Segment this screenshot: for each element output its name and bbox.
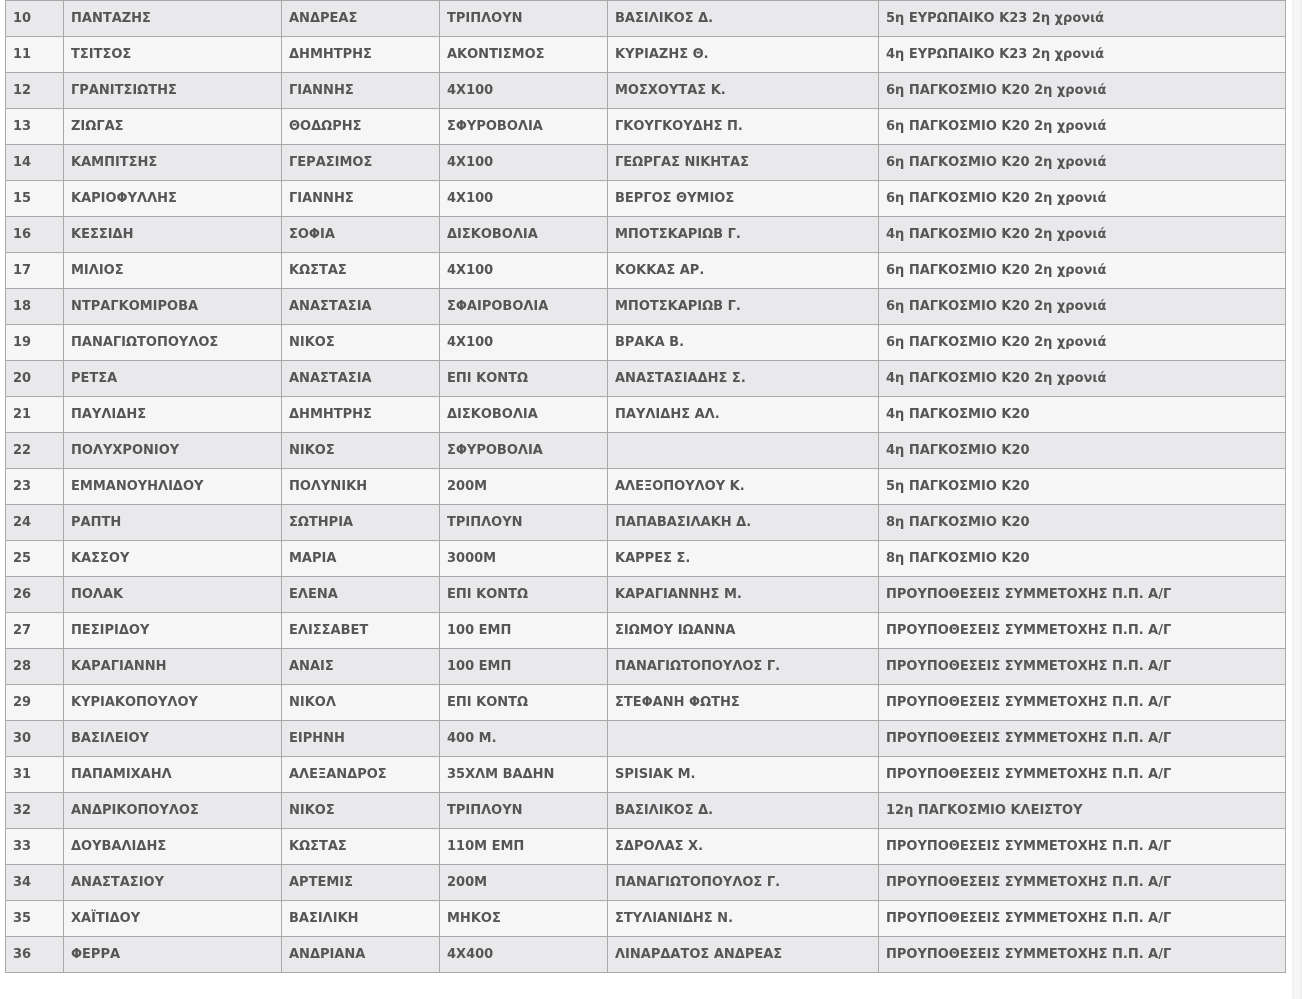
cell-event: 4Χ100 xyxy=(440,253,608,289)
cell-qualification: 8η ΠΑΓΚΟΣΜΙΟ Κ20 xyxy=(879,505,1286,541)
table-row xyxy=(6,613,1286,649)
cell-surname: ΠΑΠΑΜΙΧΑΗΛ xyxy=(64,757,282,793)
cell-event: ΤΡΙΠΛΟΥΝ xyxy=(440,505,608,541)
table-row xyxy=(6,397,1286,433)
cell-first-name: ΑΝΔΡΙΑΝΑ xyxy=(282,937,440,973)
cell-qualification: 6η ΠΑΓΚΟΣΜΙΟ Κ20 2η χρονιά xyxy=(879,109,1286,145)
cell-first-name: ΓΙΑΝΝΗΣ xyxy=(282,181,440,217)
cell-coach: ΒΑΣΙΛΙΚΟΣ Δ. xyxy=(608,1,879,37)
cell-qualification: 6η ΠΑΓΚΟΣΜΙΟ Κ20 2η χρονιά xyxy=(879,325,1286,361)
cell-qualification: ΠΡΟΥΠΟΘΕΣΕΙΣ ΣΥΜΜΕΤΟΧΗΣ Π.Π. Α/Γ xyxy=(879,577,1286,613)
cell-qualification: 5η ΕΥΡΩΠΑΙΚΟ Κ23 2η χρονιά xyxy=(879,1,1286,37)
cell-coach: ΑΛΕΞΟΠΟΥΛΟΥ Κ. xyxy=(608,469,879,505)
cell-qualification: ΠΡΟΥΠΟΘΕΣΕΙΣ ΣΥΜΜΕΤΟΧΗΣ Π.Π. Α/Γ xyxy=(879,757,1286,793)
cell-qualification: ΠΡΟΥΠΟΘΕΣΕΙΣ ΣΥΜΜΕΤΟΧΗΣ Π.Π. Α/Γ xyxy=(879,613,1286,649)
cell-first-name: ΠΟΛΥΝΙΚΗ xyxy=(282,469,440,505)
cell-qualification: 4η ΠΑΓΚΟΣΜΙΟ Κ20 xyxy=(879,397,1286,433)
cell-qualification: 5η ΠΑΓΚΟΣΜΙΟ Κ20 xyxy=(879,469,1286,505)
cell-qualification: 4η ΕΥΡΩΠΑΙΚΟ Κ23 2η χρονιά xyxy=(879,37,1286,73)
table-row xyxy=(6,253,1286,289)
cell-qualification: 4η ΠΑΓΚΟΣΜΙΟ Κ20 2η χρονιά xyxy=(879,361,1286,397)
cell-surname: ΠΟΛΑΚ xyxy=(64,577,282,613)
cell-first-name: ΑΝΑΣΤΑΣΙΑ xyxy=(282,361,440,397)
athletes-table-container xyxy=(5,0,1285,973)
table-row xyxy=(6,433,1286,469)
table-row xyxy=(6,577,1286,613)
cell-surname: ΡΕΤΣΑ xyxy=(64,361,282,397)
cell-event: ΔΙΣΚΟΒΟΛΙΑ xyxy=(440,397,608,433)
cell-surname: ΚΑΡΑΓΙΑΝΝΗ xyxy=(64,649,282,685)
cell-coach: ΜΟΣΧΟΥΤΑΣ Κ. xyxy=(608,73,879,109)
cell-first-name: ΚΩΣΤΑΣ xyxy=(282,829,440,865)
cell-qualification: ΠΡΟΥΠΟΘΕΣΕΙΣ ΣΥΜΜΕΤΟΧΗΣ Π.Π. Α/Γ xyxy=(879,865,1286,901)
cell-surname: ΠΑΝΑΓΙΩΤΟΠΟΥΛΟΣ xyxy=(64,325,282,361)
cell-event: ΤΡΙΠΛΟΥΝ xyxy=(440,793,608,829)
cell-first-name: ΑΝΑΙΣ xyxy=(282,649,440,685)
cell-event: ΣΦΑΙΡΟΒΟΛΙΑ xyxy=(440,289,608,325)
table-row xyxy=(6,865,1286,901)
table-row xyxy=(6,901,1286,937)
cell-first-name: ΚΩΣΤΑΣ xyxy=(282,253,440,289)
cell-coach xyxy=(608,433,879,469)
cell-surname: ΖΙΩΓΑΣ xyxy=(64,109,282,145)
cell-number: 19 xyxy=(6,325,64,361)
cell-coach: ΒΕΡΓΟΣ ΘΥΜΙΟΣ xyxy=(608,181,879,217)
cell-first-name: ΣΩΤΗΡΙΑ xyxy=(282,505,440,541)
cell-first-name: ΕΛΙΣΣΑΒΕΤ xyxy=(282,613,440,649)
cell-number: 26 xyxy=(6,577,64,613)
cell-coach: ΣΔΡΟΛΑΣ Χ. xyxy=(608,829,879,865)
cell-qualification: 6η ΠΑΓΚΟΣΜΙΟ Κ20 2η χρονιά xyxy=(879,145,1286,181)
cell-number: 13 xyxy=(6,109,64,145)
cell-qualification: 8η ΠΑΓΚΟΣΜΙΟ Κ20 xyxy=(879,541,1286,577)
cell-event: 110Μ ΕΜΠ xyxy=(440,829,608,865)
cell-number: 14 xyxy=(6,145,64,181)
cell-coach: ΠΑΝΑΓΙΩΤΟΠΟΥΛΟΣ Γ. xyxy=(608,865,879,901)
cell-coach xyxy=(608,721,879,757)
cell-surname: ΡΑΠΤΗ xyxy=(64,505,282,541)
cell-coach: ΣΤΕΦΑΝΗ ΦΩΤΗΣ xyxy=(608,685,879,721)
vertical-scrollbar[interactable] xyxy=(1292,0,1302,999)
table-row xyxy=(6,361,1286,397)
cell-qualification: ΠΡΟΥΠΟΘΕΣΕΙΣ ΣΥΜΜΕΤΟΧΗΣ Π.Π. Α/Γ xyxy=(879,829,1286,865)
cell-surname: ΔΟΥΒΑΛΙΔΗΣ xyxy=(64,829,282,865)
cell-surname: ΒΑΣΙΛΕΙΟΥ xyxy=(64,721,282,757)
cell-number: 36 xyxy=(6,937,64,973)
cell-event: 4Χ100 xyxy=(440,325,608,361)
cell-number: 35 xyxy=(6,901,64,937)
table-row xyxy=(6,181,1286,217)
table-row xyxy=(6,649,1286,685)
cell-surname: ΑΝΑΣΤΑΣΙΟΥ xyxy=(64,865,282,901)
cell-number: 29 xyxy=(6,685,64,721)
cell-qualification: 6η ΠΑΓΚΟΣΜΙΟ Κ20 2η χρονιά xyxy=(879,73,1286,109)
cell-qualification: 6η ΠΑΓΚΟΣΜΙΟ Κ20 2η χρονιά xyxy=(879,181,1286,217)
cell-qualification: ΠΡΟΥΠΟΘΕΣΕΙΣ ΣΥΜΜΕΤΟΧΗΣ Π.Π. Α/Γ xyxy=(879,649,1286,685)
cell-surname: ΚΑΜΠΙΤΣΗΣ xyxy=(64,145,282,181)
cell-number: 31 xyxy=(6,757,64,793)
cell-number: 33 xyxy=(6,829,64,865)
cell-coach: ΚΑΡΑΓΙΑΝΝΗΣ Μ. xyxy=(608,577,879,613)
cell-number: 18 xyxy=(6,289,64,325)
cell-event: ΔΙΣΚΟΒΟΛΙΑ xyxy=(440,217,608,253)
cell-surname: ΕΜΜΑΝΟΥΗΛΙΔΟΥ xyxy=(64,469,282,505)
cell-event: 4Χ100 xyxy=(440,181,608,217)
cell-first-name: ΕΛΕΝΑ xyxy=(282,577,440,613)
cell-event: 200Μ xyxy=(440,469,608,505)
cell-surname: ΧΑΪΤΙΔΟΥ xyxy=(64,901,282,937)
cell-number: 16 xyxy=(6,217,64,253)
cell-coach: ΠΑΥΛΙΔΗΣ ΑΛ. xyxy=(608,397,879,433)
cell-qualification: ΠΡΟΥΠΟΘΕΣΕΙΣ ΣΥΜΜΕΤΟΧΗΣ Π.Π. Α/Γ xyxy=(879,685,1286,721)
cell-event: 100 ΕΜΠ xyxy=(440,649,608,685)
cell-first-name: ΝΙΚΟΣ xyxy=(282,793,440,829)
cell-event: ΣΦΥΡΟΒΟΛΙΑ xyxy=(440,109,608,145)
table-row xyxy=(6,109,1286,145)
cell-surname: ΑΝΔΡΙΚΟΠΟΥΛΟΣ xyxy=(64,793,282,829)
cell-coach: ΓΕΩΡΓΑΣ ΝΙΚΗΤΑΣ xyxy=(608,145,879,181)
table-row xyxy=(6,793,1286,829)
cell-coach: ΜΠΟΤΣΚΑΡΙΩΒ Γ. xyxy=(608,217,879,253)
cell-qualification: 6η ΠΑΓΚΟΣΜΙΟ Κ20 2η χρονιά xyxy=(879,289,1286,325)
cell-coach: ΚΑΡΡΕΣ Σ. xyxy=(608,541,879,577)
cell-surname: ΜΙΛΙΟΣ xyxy=(64,253,282,289)
cell-number: 12 xyxy=(6,73,64,109)
cell-number: 28 xyxy=(6,649,64,685)
cell-coach: ΣΙΩΜΟΥ ΙΩΑΝΝΑ xyxy=(608,613,879,649)
cell-first-name: ΔΗΜΗΤΡΗΣ xyxy=(282,37,440,73)
cell-qualification: 12η ΠΑΓΚΟΣΜΙΟ ΚΛΕΙΣΤΟΥ xyxy=(879,793,1286,829)
cell-first-name: ΑΡΤΕΜΙΣ xyxy=(282,865,440,901)
cell-first-name: ΑΛΕΞΑΝΔΡΟΣ xyxy=(282,757,440,793)
cell-first-name: ΓΕΡΑΣΙΜΟΣ xyxy=(282,145,440,181)
cell-coach: ΚΟΚΚΑΣ ΑΡ. xyxy=(608,253,879,289)
cell-event: 3000Μ xyxy=(440,541,608,577)
cell-number: 21 xyxy=(6,397,64,433)
cell-surname: ΦΕΡΡΑ xyxy=(64,937,282,973)
cell-coach: ΚΥΡΙΑΖΗΣ Θ. xyxy=(608,37,879,73)
cell-event: ΣΦΥΡΟΒΟΛΙΑ xyxy=(440,433,608,469)
cell-event: ΕΠΙ ΚΟΝΤΩ xyxy=(440,361,608,397)
cell-first-name: ΜΑΡΙΑ xyxy=(282,541,440,577)
cell-event: ΑΚΟΝΤΙΣΜΟΣ xyxy=(440,37,608,73)
cell-coach: ΠΑΠΑΒΑΣΙΛΑΚΗ Δ. xyxy=(608,505,879,541)
cell-coach: SPISIAK M. xyxy=(608,757,879,793)
cell-first-name: ΝΙΚΟΣ xyxy=(282,433,440,469)
table-row xyxy=(6,37,1286,73)
cell-event: ΜΗΚΟΣ xyxy=(440,901,608,937)
cell-surname: ΚΕΣΣΙΔΗ xyxy=(64,217,282,253)
table-row xyxy=(6,721,1286,757)
cell-first-name: ΓΙΑΝΝΗΣ xyxy=(282,73,440,109)
cell-first-name: ΑΝΑΣΤΑΣΙΑ xyxy=(282,289,440,325)
table-row xyxy=(6,217,1286,253)
cell-number: 11 xyxy=(6,37,64,73)
cell-surname: ΚΑΡΙΟΦΥΛΛΗΣ xyxy=(64,181,282,217)
cell-event: 4Χ400 xyxy=(440,937,608,973)
cell-event: 35ΧΛΜ ΒΑΔΗΝ xyxy=(440,757,608,793)
table-row xyxy=(6,469,1286,505)
cell-surname: ΠΕΣΙΡΙΔΟΥ xyxy=(64,613,282,649)
athletes-table xyxy=(5,0,1286,973)
cell-surname: ΚΑΣΣΟΥ xyxy=(64,541,282,577)
cell-surname: ΠΟΛΥΧΡΟΝΙΟΥ xyxy=(64,433,282,469)
cell-coach: ΓΚΟΥΓΚΟΥΔΗΣ Π. xyxy=(608,109,879,145)
cell-coach: ΛΙΝΑΡΔΑΤΟΣ ΑΝΔΡΕΑΣ xyxy=(608,937,879,973)
cell-coach: ΑΝΑΣΤΑΣΙΑΔΗΣ Σ. xyxy=(608,361,879,397)
cell-first-name: ΔΗΜΗΤΡΗΣ xyxy=(282,397,440,433)
cell-qualification: 4η ΠΑΓΚΟΣΜΙΟ Κ20 xyxy=(879,433,1286,469)
cell-first-name: ΕΙΡΗΝΗ xyxy=(282,721,440,757)
cell-event: 4Χ100 xyxy=(440,73,608,109)
cell-event: 4Χ100 xyxy=(440,145,608,181)
cell-surname: ΤΣΙΤΣΟΣ xyxy=(64,37,282,73)
table-row xyxy=(6,829,1286,865)
cell-coach: ΣΤΥΛΙΑΝΙΔΗΣ Ν. xyxy=(608,901,879,937)
cell-number: 20 xyxy=(6,361,64,397)
table-row xyxy=(6,541,1286,577)
cell-event: ΕΠΙ ΚΟΝΤΩ xyxy=(440,685,608,721)
cell-qualification: ΠΡΟΥΠΟΘΕΣΕΙΣ ΣΥΜΜΕΤΟΧΗΣ Π.Π. Α/Γ xyxy=(879,721,1286,757)
table-row xyxy=(6,325,1286,361)
cell-first-name: ΒΑΣΙΛΙΚΗ xyxy=(282,901,440,937)
cell-event: 100 ΕΜΠ xyxy=(440,613,608,649)
cell-number: 34 xyxy=(6,865,64,901)
cell-first-name: ΝΙΚΟΣ xyxy=(282,325,440,361)
cell-number: 10 xyxy=(6,1,64,37)
cell-surname: ΠΑΝΤΑΖΗΣ xyxy=(64,1,282,37)
cell-coach: ΜΠΟΤΣΚΑΡΙΩΒ Γ. xyxy=(608,289,879,325)
table-row xyxy=(6,289,1286,325)
cell-coach: ΒΑΣΙΛΙΚΟΣ Δ. xyxy=(608,793,879,829)
cell-number: 17 xyxy=(6,253,64,289)
cell-number: 27 xyxy=(6,613,64,649)
table-row xyxy=(6,1,1286,37)
scrollbar-thumb[interactable] xyxy=(1294,0,1300,999)
cell-number: 24 xyxy=(6,505,64,541)
cell-first-name: ΝΙΚΟΛ xyxy=(282,685,440,721)
cell-qualification: 4η ΠΑΓΚΟΣΜΙΟ Κ20 2η χρονιά xyxy=(879,217,1286,253)
cell-first-name: ΘΟΔΩΡΗΣ xyxy=(282,109,440,145)
cell-surname: ΠΑΥΛΙΔΗΣ xyxy=(64,397,282,433)
cell-surname: ΓΡΑΝΙΤΣΙΩΤΗΣ xyxy=(64,73,282,109)
table-row xyxy=(6,937,1286,973)
cell-event: ΕΠΙ ΚΟΝΤΩ xyxy=(440,577,608,613)
table-body xyxy=(6,1,1286,973)
table-row xyxy=(6,757,1286,793)
cell-number: 22 xyxy=(6,433,64,469)
cell-surname: ΝΤΡΑΓΚΟΜΙΡΟΒΑ xyxy=(64,289,282,325)
cell-coach: ΒΡΑΚΑ Β. xyxy=(608,325,879,361)
cell-qualification: ΠΡΟΥΠΟΘΕΣΕΙΣ ΣΥΜΜΕΤΟΧΗΣ Π.Π. Α/Γ xyxy=(879,901,1286,937)
cell-surname: ΚΥΡΙΑΚΟΠΟΥΛΟΥ xyxy=(64,685,282,721)
table-row xyxy=(6,685,1286,721)
cell-number: 23 xyxy=(6,469,64,505)
cell-coach: ΠΑΝΑΓΙΩΤΟΠΟΥΛΟΣ Γ. xyxy=(608,649,879,685)
cell-event: ΤΡΙΠΛΟΥΝ xyxy=(440,1,608,37)
table-row xyxy=(6,73,1286,109)
cell-first-name: ΣΟΦΙΑ xyxy=(282,217,440,253)
cell-first-name: ΑΝΔΡΕΑΣ xyxy=(282,1,440,37)
table-row xyxy=(6,145,1286,181)
cell-event: 200Μ xyxy=(440,865,608,901)
cell-number: 25 xyxy=(6,541,64,577)
cell-number: 15 xyxy=(6,181,64,217)
cell-event: 400 Μ. xyxy=(440,721,608,757)
cell-number: 30 xyxy=(6,721,64,757)
cell-qualification: ΠΡΟΥΠΟΘΕΣΕΙΣ ΣΥΜΜΕΤΟΧΗΣ Π.Π. Α/Γ xyxy=(879,937,1286,973)
cell-number: 32 xyxy=(6,793,64,829)
table-row xyxy=(6,505,1286,541)
cell-qualification: 6η ΠΑΓΚΟΣΜΙΟ Κ20 2η χρονιά xyxy=(879,253,1286,289)
